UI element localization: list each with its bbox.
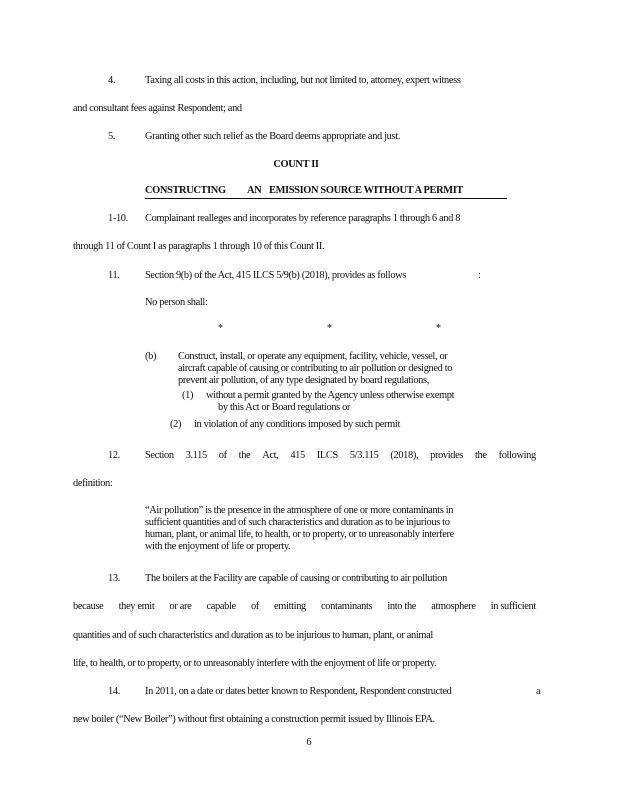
count-subheading-part-1: CONSTRUCTING	[145, 185, 226, 196]
count-heading: COUNT II	[273, 159, 319, 170]
item-12-word: of	[218, 450, 227, 461]
ellipsis-star: *	[327, 323, 332, 334]
item-12-word: 3.115	[185, 450, 207, 461]
item-12-word: (2018),	[390, 450, 419, 461]
item-13-word: emitting	[274, 601, 306, 612]
definition-line-4: with the enjoyment of life or property.	[145, 541, 291, 552]
item-12-word: provides	[430, 450, 464, 461]
item-14-line-2: new boiler (“New Boiler”) without first obtaining a construction permit issued by Illinois EPA.	[73, 714, 435, 725]
quote-b-line-3: prevent air pollution, of any type designated by board regulations,	[178, 375, 429, 386]
definition-line-3: human, plant, or animal life, to health, or to property, or to unreasonably interfere	[145, 529, 454, 540]
item-13-word: contaminants	[321, 601, 373, 612]
quote-sub-1-line-1: without a permit granted by the Agency unless otherwise exempt	[206, 390, 455, 401]
item-13-word: atmosphere	[431, 601, 476, 612]
quote-b-label: (b)	[145, 351, 157, 362]
count-subheading	[145, 184, 507, 199]
item-4-line-1: Taxing all costs in this action, including, but not limited to, attorney, expert witness	[145, 75, 461, 86]
item-13-word: they emit	[118, 601, 155, 612]
item-13-line-4: life, to health, or to property, or to unreasonably interfere with the enjoyment of life or property.	[73, 658, 437, 669]
item-13-line-3: quantities and of such characteristics and duration as to be injurious to human, plant, or animal	[73, 630, 433, 641]
item-14-line-1: In 2011, on a date or dates better known to Respondent, Respondent constructed	[145, 686, 452, 697]
definition-line-1: “Air pollution” is the presence in the atmosphere of one or more contaminants in	[145, 505, 454, 516]
item-12-word: 415	[290, 450, 305, 461]
item-12-line-2: definition:	[73, 478, 113, 489]
item-12-word: 5/3.115	[349, 450, 379, 461]
item-4-number: 4.	[108, 75, 116, 86]
count-subheading-part-3: EMISSION SOURCE WITHOUT A PERMIT	[269, 185, 463, 196]
item-12-line-1	[145, 449, 536, 462]
item-13-word: of	[250, 601, 259, 612]
item-13-word: in sufficient	[490, 601, 536, 612]
item-14-line-1-end: a	[536, 686, 541, 697]
quote-sub-1-label: (1)	[182, 390, 194, 401]
item-11-colon: :	[478, 270, 481, 281]
item-12-word: the	[475, 450, 487, 461]
item-12-number: 12.	[108, 450, 120, 461]
count-subheading-part-2: AN	[247, 185, 262, 196]
item-13-number: 13.	[108, 573, 120, 584]
item-11-number: 11.	[108, 270, 120, 281]
item-13-word: because	[73, 601, 104, 612]
item-12-word: the	[238, 450, 251, 461]
quote-b-line-1: Construct, install, or operate any equipment, facility, vehicle, vessel, or	[178, 351, 448, 362]
item-12-word: ILCS	[316, 450, 338, 461]
item-1-10-number: 1-10.	[108, 213, 128, 224]
item-13-word: capable	[206, 601, 236, 612]
item-13-word: into the	[387, 601, 417, 612]
ellipsis-star: *	[436, 323, 441, 334]
item-5-number: 5.	[108, 131, 116, 142]
item-14-number: 14.	[108, 686, 120, 697]
no-person-shall: No person shall:	[145, 297, 208, 308]
definition-line-2: sufficient quantities and of such characteristics and duration as to be injurious to	[145, 517, 450, 528]
item-4-line-2: and consultant fees against Respondent; and	[73, 103, 242, 114]
page-number: 6	[306, 737, 312, 748]
item-1-10-line-2: through 11 of Count I as paragraphs 1 through 10 of this Count II.	[73, 241, 325, 252]
item-13-line-1: The boilers at the Facility are capable of causing or contributing to air pollution	[145, 573, 447, 584]
quote-sub-2-text: in violation of any conditions imposed by such permit	[194, 419, 400, 430]
quote-sub-1-line-2: by this Act or Board regulations or	[218, 402, 351, 413]
quote-sub-2-label: (2)	[170, 419, 182, 430]
item-13-word: or are	[169, 601, 192, 612]
item-13-line-2	[73, 600, 536, 613]
item-12-word: following	[498, 450, 536, 461]
item-1-10-line-1: Complainant realleges and incorporates by reference paragraphs 1 through 6 and 8	[145, 213, 461, 224]
ellipsis-star: *	[218, 323, 223, 334]
item-12-word: Act,	[262, 450, 279, 461]
item-5-text: Granting other such relief as the Board deems appropriate and just.	[145, 131, 400, 142]
item-12-word: Section	[145, 450, 174, 461]
quote-b-line-2: aircraft capable of causing or contributing to air pollution or designed to	[178, 363, 453, 374]
item-11-text: Section 9(b) of the Act, 415 ILCS 5/9(b) (2018), provides as follows	[145, 270, 407, 281]
